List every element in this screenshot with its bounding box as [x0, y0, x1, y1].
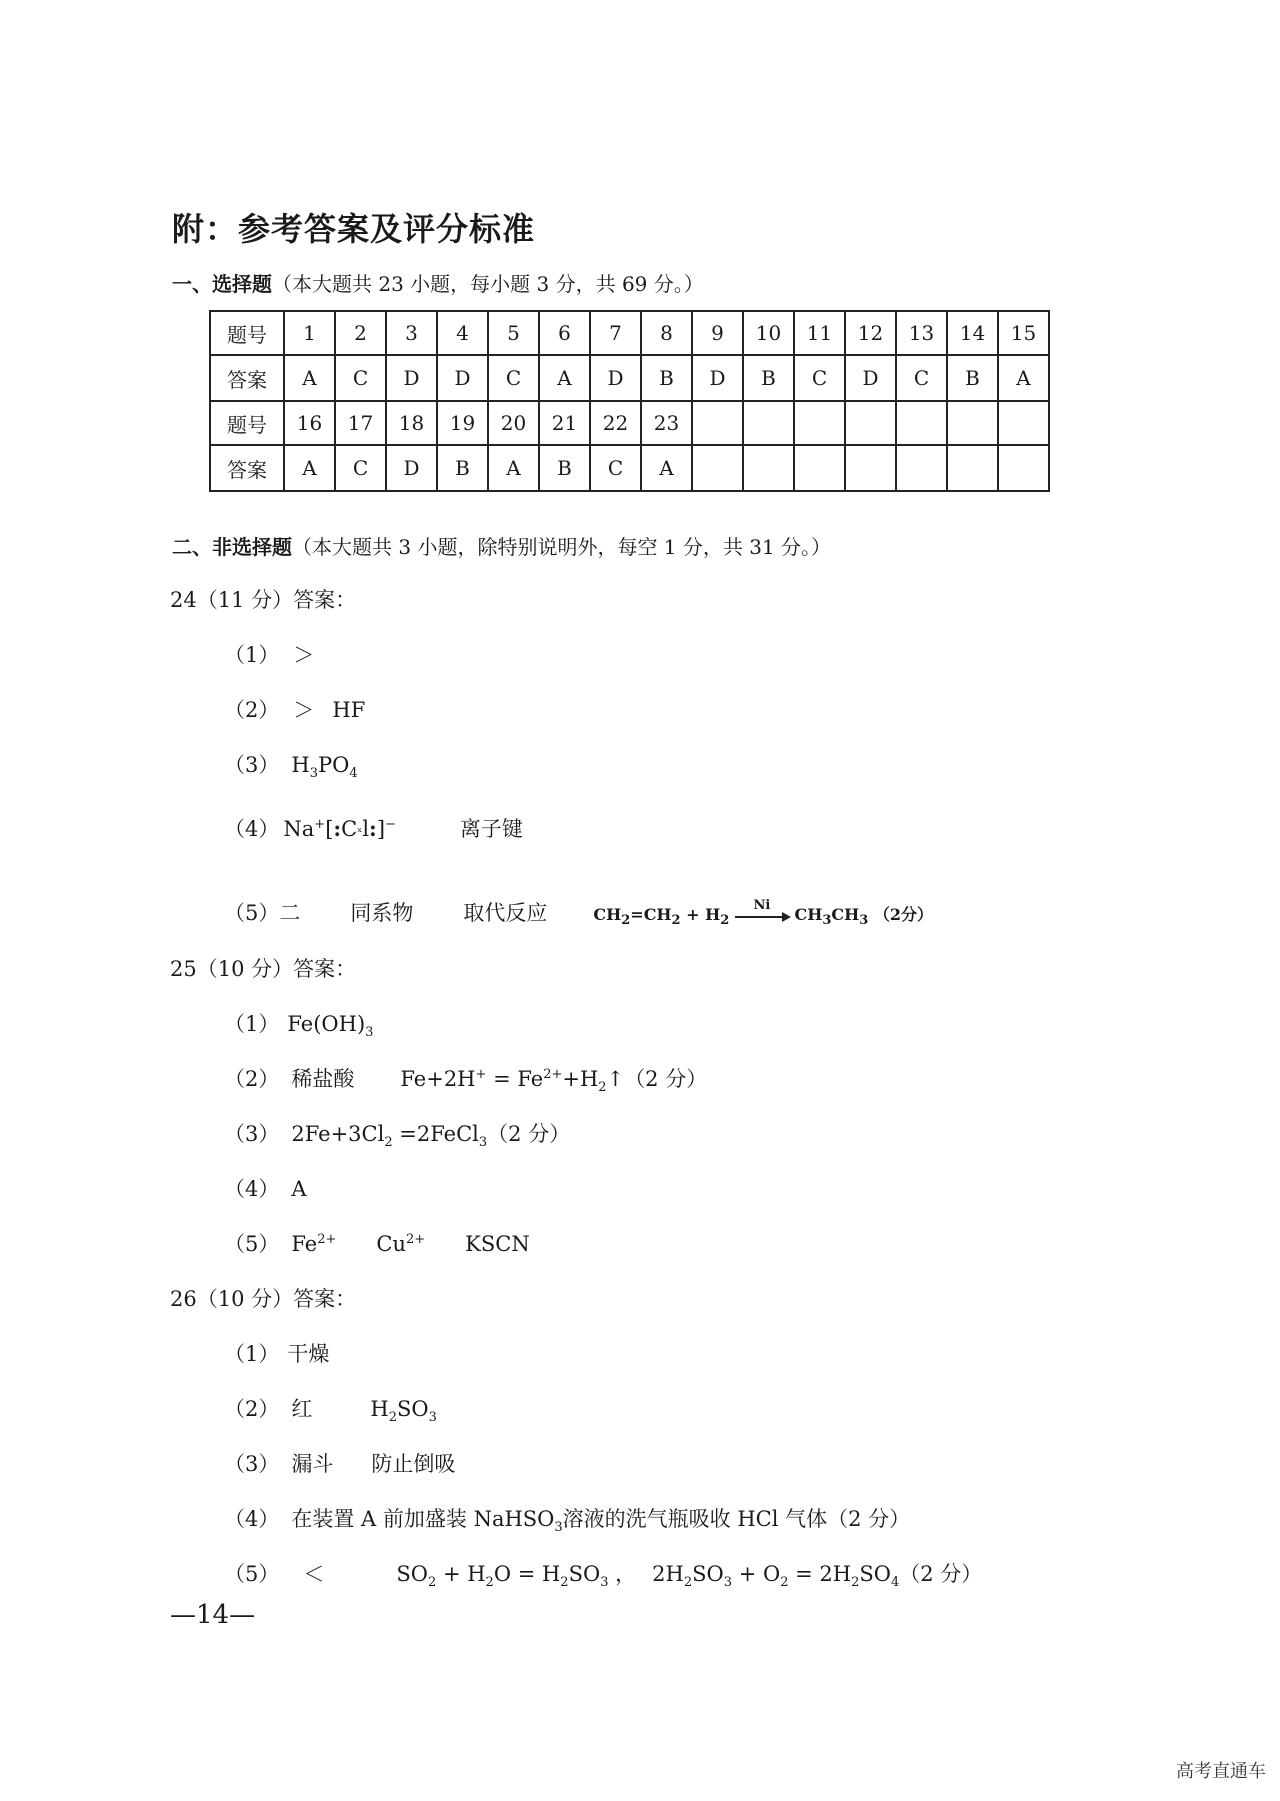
- answer: 离子键: [459, 817, 523, 841]
- equation-fe-cl2: $2Fe+3Cl_2$ =2FeCl$_3$: [291, 1122, 488, 1151]
- equation-so2-h2o: $SO_2 + H_2O = H_2SO_3$ ，: [396, 1562, 637, 1591]
- q26-item-3: [224, 1448, 455, 1478]
- q25-item-1: [224, 1008, 373, 1040]
- cell: 19: [437, 401, 488, 445]
- cell: 5: [488, 311, 539, 355]
- ion-cu2: $Cu^{2+}$: [376, 1232, 426, 1256]
- cell: 12: [845, 311, 896, 355]
- cell: C: [896, 355, 947, 401]
- cell: D: [437, 355, 488, 401]
- cell: C: [590, 445, 641, 491]
- q24-header: 24（11 分）答案：: [170, 588, 357, 612]
- answer-text: 溶液的洗气瓶吸收 HCl 气体（2 分）: [562, 1507, 911, 1531]
- cell: 6: [539, 311, 590, 355]
- cell: 21: [539, 401, 590, 445]
- cell: [998, 445, 1049, 491]
- table-row-answers-2: [210, 445, 1049, 491]
- q24-item-4: [224, 813, 523, 843]
- points: （2 分）: [899, 1562, 983, 1586]
- points: （2分）: [873, 905, 933, 924]
- answer: 同系物: [350, 901, 414, 925]
- formula-feoh3: $Fe(OH)_3$: [287, 1012, 374, 1041]
- answer: 取代反应: [463, 901, 548, 925]
- q25-header: 25（10 分）答案：: [170, 957, 357, 981]
- cell: 14: [947, 311, 998, 355]
- cell: C: [335, 355, 386, 401]
- equation-fe-acid: $Fe+2H^+ = Fe^{2+}+H_2↑$: [400, 1067, 625, 1096]
- row-label: 题号: [210, 311, 284, 355]
- section1-heading: [172, 268, 704, 297]
- cell: [947, 401, 998, 445]
- cell: [743, 401, 794, 445]
- cell: [947, 445, 998, 491]
- q26-item-4: （4） 在装置 A 前加盛装 NaHSO$_3$溶液的洗气瓶吸收 HCl 气体（2 分）: [224, 1507, 911, 1536]
- answer: HF: [332, 698, 366, 722]
- q25-item-3: [224, 1118, 570, 1150]
- cell: 11: [794, 311, 845, 355]
- item-prefix: （5）: [224, 1562, 280, 1586]
- cell: D: [386, 355, 437, 401]
- item-prefix: （2）: [224, 698, 280, 722]
- item-prefix: （2）: [224, 1397, 280, 1421]
- cell: A: [284, 445, 335, 491]
- cell: 15: [998, 311, 1049, 355]
- q24-item-3: [224, 749, 358, 781]
- table-row-numbers-1: [210, 311, 1049, 355]
- cell: C: [335, 445, 386, 491]
- cell: [743, 445, 794, 491]
- answer: 干燥: [287, 1342, 330, 1366]
- cell: A: [284, 355, 335, 401]
- cell: B: [437, 445, 488, 491]
- catalyst-label: Ni: [753, 897, 771, 913]
- cell: [692, 445, 743, 491]
- item-prefix: （3）: [224, 1122, 280, 1146]
- cell: A: [998, 355, 1049, 401]
- cell: 7: [590, 311, 641, 355]
- ion-fe2: $Fe^{2+}$: [291, 1232, 337, 1256]
- page-title: 附：参考答案及评分标准: [172, 210, 536, 248]
- cell: 18: [386, 401, 437, 445]
- cell: 16: [284, 401, 335, 445]
- cell: A: [488, 445, 539, 491]
- section2-heading: [172, 531, 831, 560]
- item-prefix: （2）: [224, 1067, 280, 1091]
- cell: 4: [437, 311, 488, 355]
- equation-h2so3-o2: $2H_2SO_3 + O_2 = 2H_2SO_4$: [652, 1562, 900, 1591]
- q26-header: 26（10 分）答案：: [170, 1287, 357, 1311]
- cell: [794, 401, 845, 445]
- cell: B: [641, 355, 692, 401]
- answer-table: [209, 310, 1050, 492]
- answer: ＞: [293, 698, 315, 722]
- cell: D: [386, 445, 437, 491]
- section1-label: 一、选择题: [172, 272, 272, 296]
- cell: C: [488, 355, 539, 401]
- cell: 9: [692, 311, 743, 355]
- cell: [845, 445, 896, 491]
- item-prefix: （3）: [224, 1452, 280, 1476]
- points: （2 分）: [624, 1067, 708, 1091]
- q25-item-2: [224, 1063, 707, 1095]
- item-prefix: （1）: [224, 643, 280, 667]
- q24-item-1: [224, 639, 314, 669]
- cell: 23: [641, 401, 692, 445]
- cell: B: [539, 445, 590, 491]
- table-row-numbers-2: [210, 401, 1049, 445]
- item-prefix: （4）: [224, 817, 280, 841]
- cell: [896, 401, 947, 445]
- answer: 防止倒吸: [371, 1452, 456, 1476]
- answer: A: [291, 1177, 307, 1201]
- item-prefix: （5）: [224, 901, 280, 925]
- nacl-electron-formula: Na+[:Cˣl:]−: [283, 816, 396, 841]
- cell: 2: [335, 311, 386, 355]
- cell: [794, 445, 845, 491]
- row-label: 答案: [210, 445, 284, 491]
- answer: ＜: [303, 1562, 325, 1586]
- item-prefix: （4）: [224, 1177, 280, 1201]
- cell: B: [947, 355, 998, 401]
- q25-item-4: [224, 1173, 307, 1203]
- q25-item-5: [224, 1228, 530, 1258]
- cell: 22: [590, 401, 641, 445]
- cell: A: [641, 445, 692, 491]
- cell: 10: [743, 311, 794, 355]
- cell: D: [590, 355, 641, 401]
- answer: 漏斗: [291, 1452, 334, 1476]
- item-prefix: （4）: [224, 1507, 280, 1531]
- item-prefix: （3）: [224, 753, 280, 777]
- q26-item-2: [224, 1393, 437, 1425]
- answer: 红: [291, 1397, 313, 1421]
- cell: D: [692, 355, 743, 401]
- reaction-arrow: [735, 897, 789, 918]
- cell: 1: [284, 311, 335, 355]
- page-number: —14—: [170, 1600, 256, 1630]
- cell: [845, 401, 896, 445]
- q26-item-1: [224, 1338, 329, 1368]
- points: （2 分）: [487, 1122, 571, 1146]
- table-row-answers-1: [210, 355, 1049, 401]
- cell: 13: [896, 311, 947, 355]
- answer: 稀盐酸: [291, 1067, 355, 1091]
- cell: A: [539, 355, 590, 401]
- ethylene-hydrogenation-equation: $CH_2=CH_2 + H_2$ Ni $CH_3CH_3$ （2分）: [593, 897, 933, 929]
- section2-label: 二、非选择题: [172, 535, 292, 559]
- q24-item-2: [224, 694, 365, 724]
- watermark: 高考直通车: [1176, 1761, 1266, 1782]
- item-prefix: （5）: [224, 1232, 280, 1256]
- row-label: 答案: [210, 355, 284, 401]
- cell: 3: [386, 311, 437, 355]
- formula-h3po4: $H_3PO_4$: [291, 753, 358, 782]
- item-prefix: （1）: [224, 1342, 280, 1366]
- cell: [896, 445, 947, 491]
- cell: 17: [335, 401, 386, 445]
- cell: B: [743, 355, 794, 401]
- section1-note: （本大题共 23 小题，每小题 3 分，共 69 分。）: [272, 272, 704, 296]
- q26-item-5: [224, 1558, 982, 1590]
- cell: [692, 401, 743, 445]
- item-prefix: （1）: [224, 1012, 280, 1036]
- cell: [998, 401, 1049, 445]
- answer: KSCN: [465, 1232, 530, 1256]
- cell: 8: [641, 311, 692, 355]
- formula-h2so3: $H_2SO_3$: [370, 1397, 437, 1426]
- answer: 二: [279, 901, 301, 925]
- q24-item-5: [224, 897, 933, 928]
- row-label: 题号: [210, 401, 284, 445]
- cell: 20: [488, 401, 539, 445]
- answer-text: 在装置 A 前加盛装 NaHSO: [291, 1507, 555, 1531]
- cell: D: [845, 355, 896, 401]
- section2-note: （本大题共 3 小题，除特别说明外，每空 1 分，共 31 分。）: [292, 535, 832, 559]
- answer: ＞: [293, 643, 315, 667]
- cell: C: [794, 355, 845, 401]
